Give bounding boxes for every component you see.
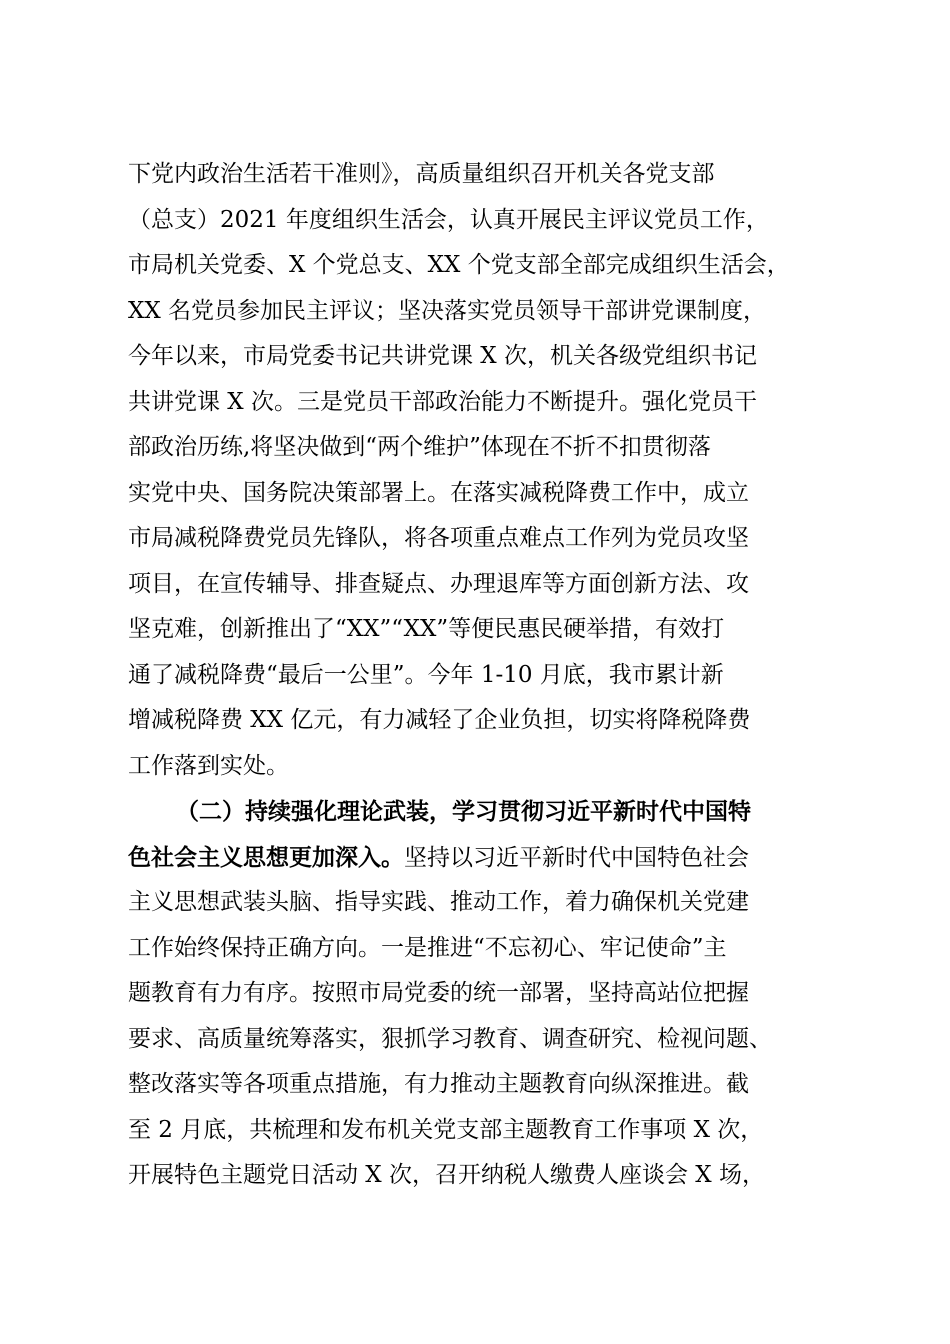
paragraph-line: 题教育有力有序。按照市局党委的统一部署，坚持高站位把握 [128,980,749,1006]
paragraph-line: 整改落实等各项重点措施，有力推动主题教育向纵深推进。截 [128,1071,749,1097]
paragraph-line: 今年以来，市局党委书记共讲党课 X 次，机关各级党组织书记 [128,343,757,369]
paragraph-line: 工作始终保持正确方向。一是推进“不忘初心、牢记使命”主 [128,934,727,961]
paragraph-line: 实党中央、国务院决策部署上。在落实减税降费工作中，成立 [128,479,749,506]
paragraph-line: 开展特色主题党日活动 X 次，召开纳税人缴费人座谈会 X 场， [128,1162,765,1188]
paragraph-line: 市局机关党委、X 个党总支、XX 个党支部全部完成组织生活会， [128,252,790,278]
paragraph-line: XX 名党员参加民主评议；坚决落实党员领导干部讲党课制度， [128,297,767,324]
paragraph-line: 工作落到实处。 [128,752,289,779]
paragraph-line: 下党内政治生活若干准则》，高质量组织召开机关各党支部 [128,161,715,187]
paragraph-line: 要求、高质量统筹落实，狠抓学习教育、调查研究、检视问题、 [128,1025,772,1052]
paragraph-line: 至 2 月底，共梳理和发布机关党支部主题教育工作事项 X 次， [128,1116,764,1143]
document-body [128,152,828,1199]
paragraph-line: 通了减税降费“最后一公里”。今年 1-10 月底，我市累计新 [128,661,724,688]
paragraph-line: 部政治历练,将坚决做到“两个维护”体现在不折不扣贯彻落 [128,434,711,460]
paragraph-line [128,835,828,881]
paragraph-line: 项目，在宣传辅导、排查疑点、办理退库等方面创新方法、攻 [128,570,749,597]
paragraph-line: （总支）2021 年度组织生活会，认真开展民主评议党员工作， [128,206,769,233]
section-heading: （二）持续强化理论武装，学习贯彻习近平新时代中国特 [176,798,751,825]
paragraph-line: 坚克难，创新推出了“XX”“XX”等便民惠民硬举措，有效打 [128,616,725,642]
paragraph-line: 主义思想武装头脑、指导实践、推动工作，着力确保机关党建 [128,889,749,915]
paragraph-text: 坚持以习近平新时代中国特色社会 [404,844,749,871]
paragraph-line: 共讲党课 X 次。三是党员干部政治能力不断提升。强化党员干 [128,388,757,415]
paragraph-line: 市局减税降费党员先锋队，将各项重点难点工作列为党员攻坚 [128,525,749,551]
section-heading-continued: 色社会主义思想更加深入。 [128,843,404,871]
paragraph-line: 增减税降费 XX 亿元，有力减轻了企业负担，切实将降税降费 [128,707,751,733]
